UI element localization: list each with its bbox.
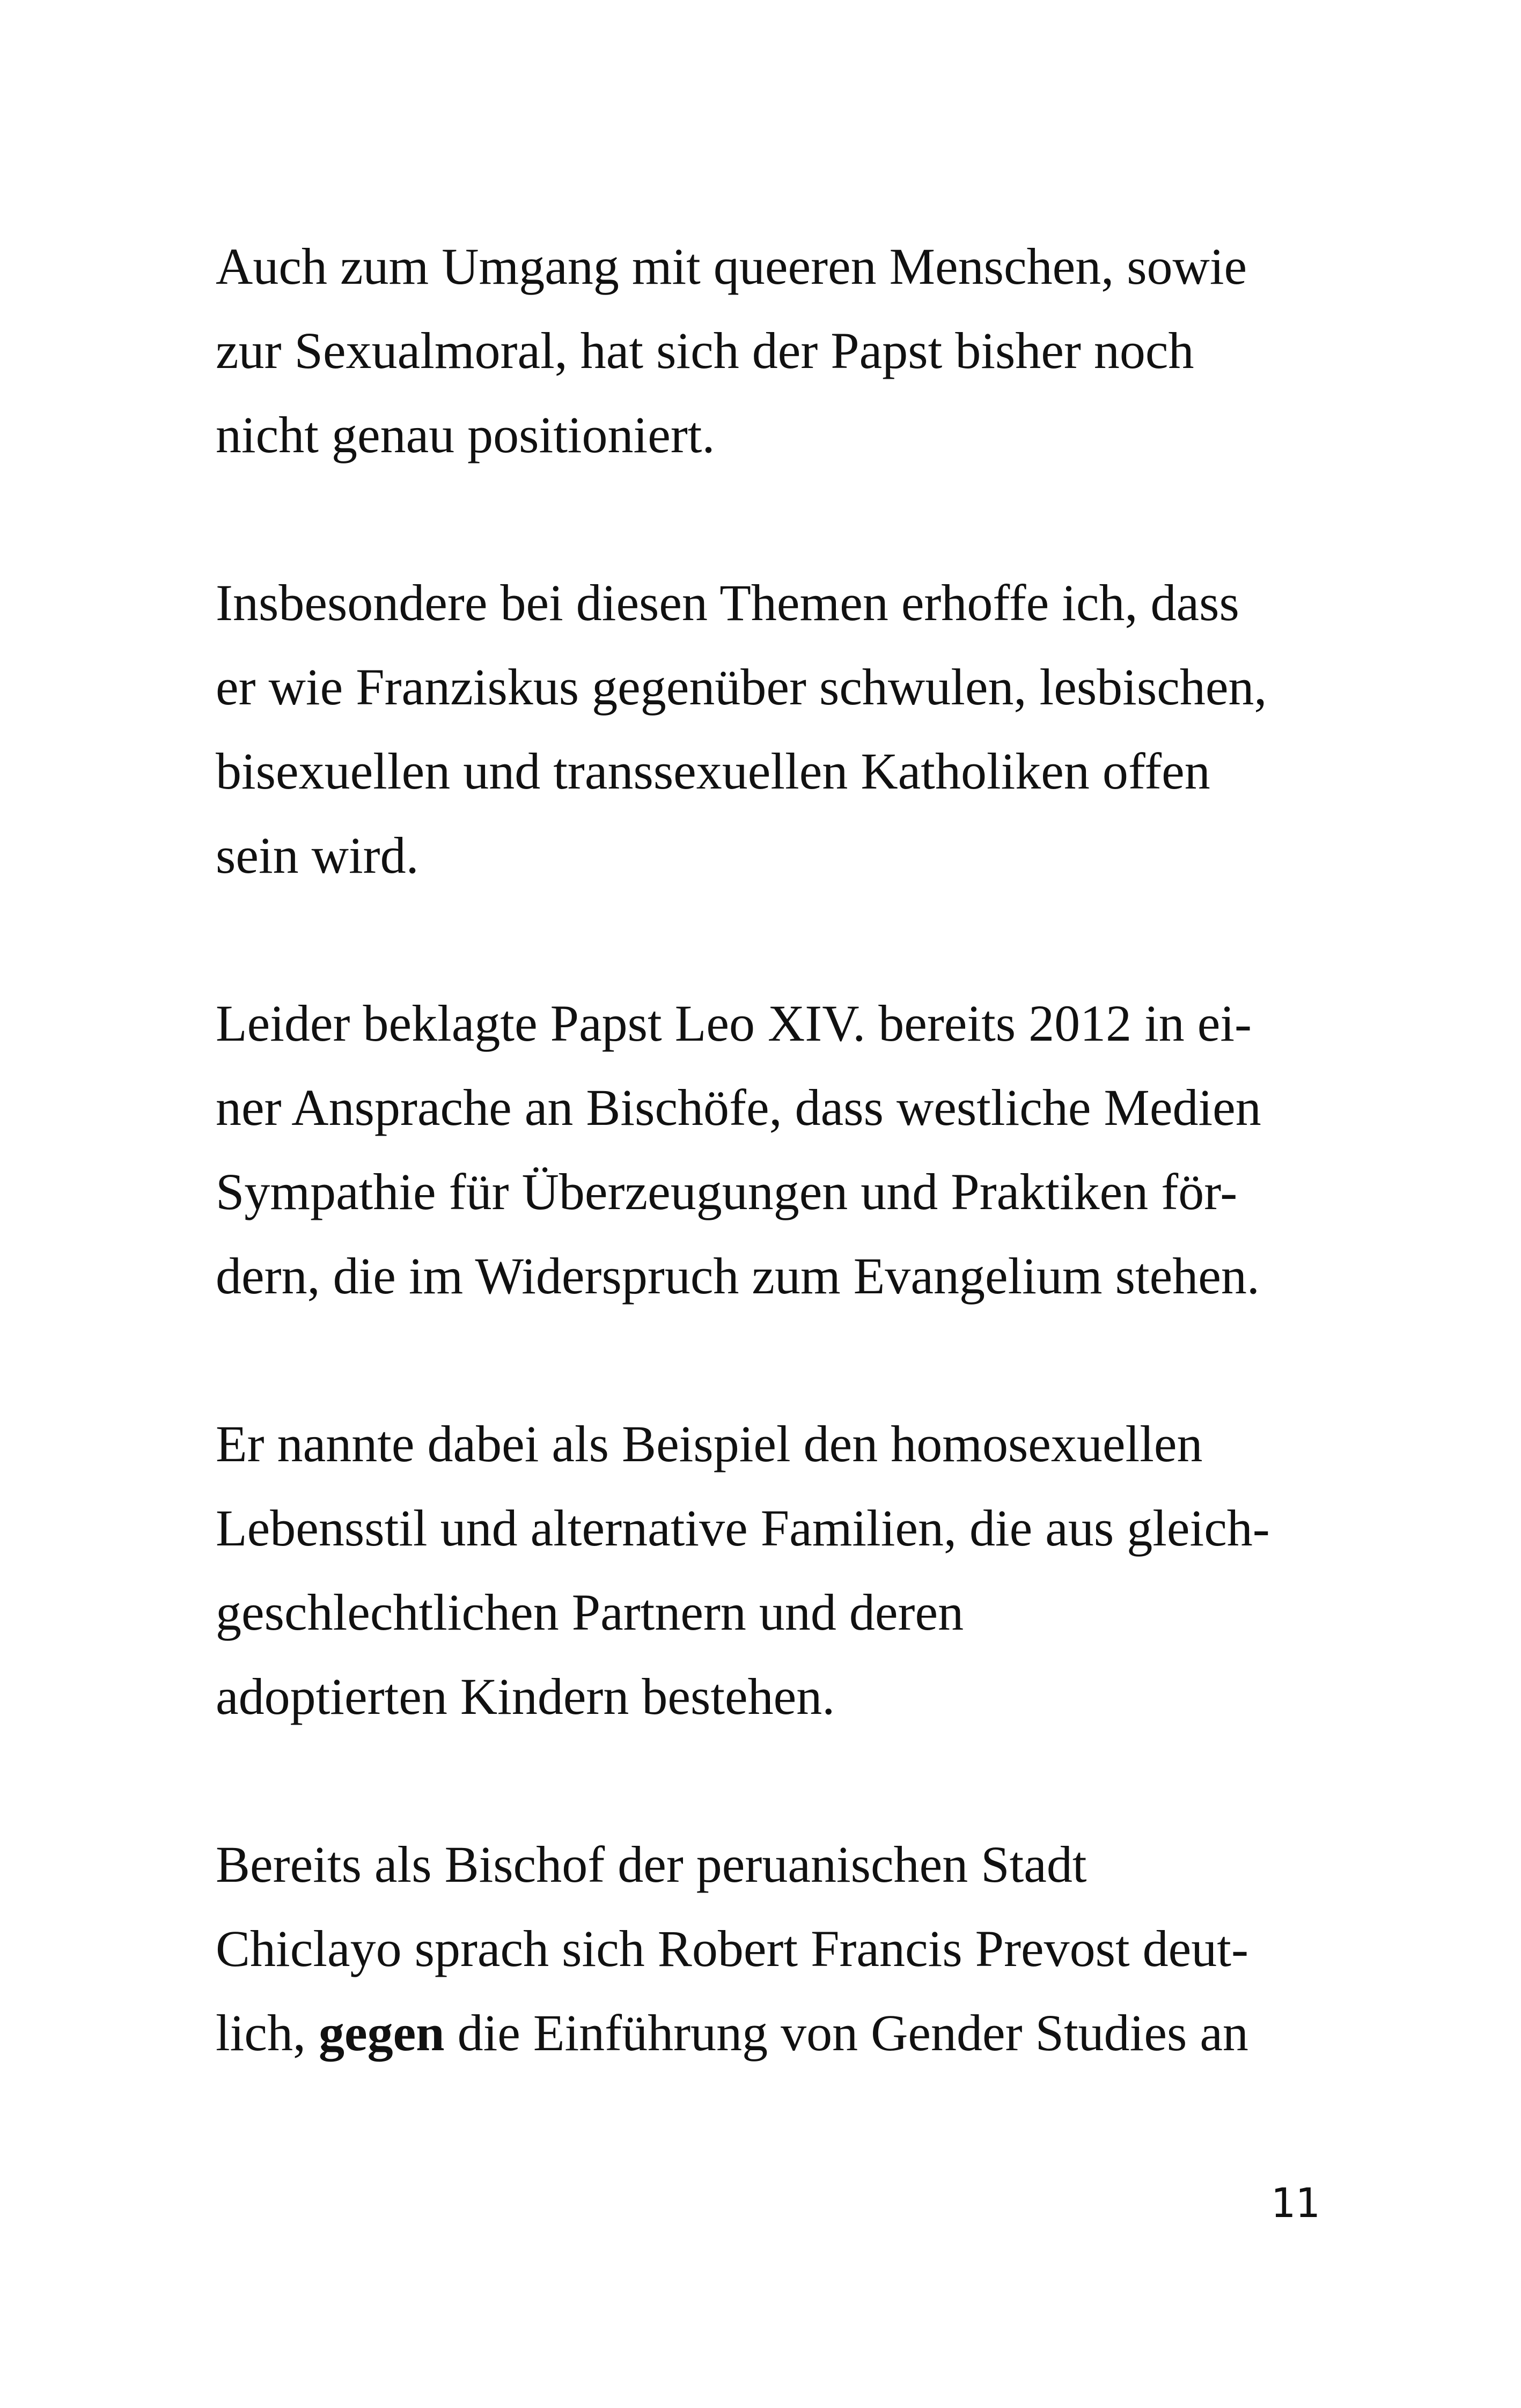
- text-line: Lebensstil und alternative Familien, die aus gleich-: [216, 1499, 1270, 1557]
- text-line-with-emphasis: [216, 1991, 1342, 2075]
- text-line: geschlechtlichen Partnern und deren: [216, 1584, 964, 1641]
- paragraph-3: [216, 981, 1342, 1318]
- text-line: Leider beklagte Papst Leo XIV. bereits 2012 in ei-: [216, 995, 1252, 1052]
- page-number: 11: [1270, 2179, 1320, 2227]
- paragraph-1: [216, 224, 1342, 477]
- paragraph-5: [216, 1822, 1342, 2075]
- text-line: Insbesondere bei diesen Themen erhoffe ich, dass: [216, 574, 1239, 631]
- body-text: [216, 224, 1342, 2159]
- text-line: Bereits als Bischof der peruanischen Stadt: [216, 1836, 1087, 1893]
- paragraph-4: [216, 1402, 1342, 1739]
- text-line: er wie Franziskus gegenüber schwulen, lesbischen,: [216, 658, 1267, 716]
- text-line: bisexuellen und transsexuellen Katholiken offen: [216, 742, 1210, 800]
- text-line: zur Sexualmoral, hat sich der Papst bisher noch: [216, 322, 1194, 379]
- text-line: nicht genau positioniert.: [216, 406, 715, 463]
- text-run: die Einführung von Gender Studies an: [444, 2004, 1248, 2061]
- text-line: adoptierten Kindern bestehen.: [216, 1668, 835, 1725]
- text-line: Auch zum Umgang mit queeren Menschen, sowie: [216, 238, 1247, 295]
- text-line: dern, die im Widerspruch zum Evangelium stehen.: [216, 1247, 1260, 1305]
- text-line: Chiclayo sprach sich Robert Francis Prevost deut-: [216, 1920, 1248, 1977]
- paragraph-2: [216, 561, 1342, 897]
- text-line: Sympathie für Überzeugungen und Praktiken för-: [216, 1163, 1238, 1220]
- text-line: Er nannte dabei als Beispiel den homosexuellen: [216, 1415, 1203, 1472]
- text-line: sein wird.: [216, 827, 419, 884]
- bold-emphasis: gegen: [318, 2004, 445, 2061]
- text-run: lich,: [216, 2004, 319, 2061]
- text-line: ner Ansprache an Bischöfe, dass westliche Medien: [216, 1079, 1261, 1136]
